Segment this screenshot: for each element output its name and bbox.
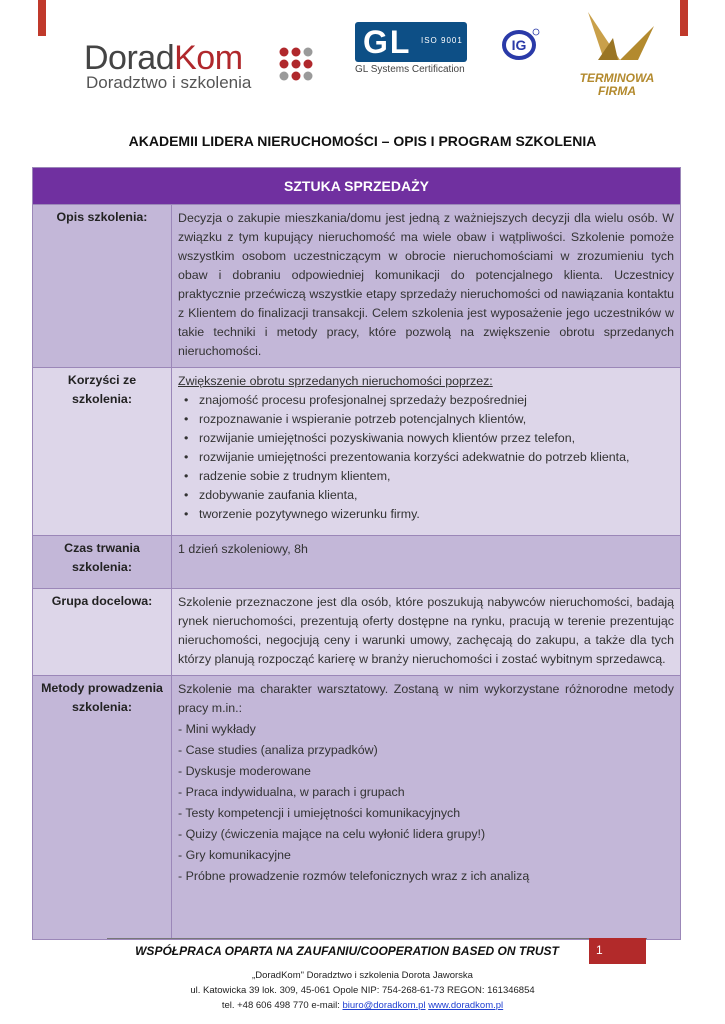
footer-address: ul. Katowicka 39 lok. 309, 45-061 Opole NIP: 754-268-61-73 REGON: 161346854: [190, 985, 535, 996]
opis-label: Opis szkolenia:: [33, 205, 172, 368]
gl-certification-logo: [355, 22, 467, 78]
table-row-grupa: [33, 589, 681, 676]
page-number: 1: [589, 938, 646, 964]
doradkom-logo: [84, 40, 324, 96]
korzysci-list: [178, 391, 674, 524]
gl-logo-iso: ISO 9001: [421, 36, 463, 45]
doradkom-logo-subtitle: Doradztwo i szkolenia: [86, 73, 252, 92]
table-header: SZTUKA SPRZEDAŻY: [33, 168, 681, 205]
table-row-czas: [33, 536, 681, 589]
table-row-opis: [33, 205, 681, 368]
doradkom-logo-wordmark: DoradKom: [84, 39, 243, 77]
list-item: - Quizy (ćwiczenia mające na celu wyłonić lidera grupy!): [178, 827, 486, 841]
list-item: - Dyskusje moderowane: [178, 764, 311, 778]
list-item: - Gry komunikacyjne: [178, 848, 291, 862]
list-item: • rozpoznawanie i wspieranie potrzeb potencjalnych klientów,: [184, 412, 527, 426]
korzysci-intro: Zwiększenie obrotu sprzedanych nieruchomości poprzez:: [178, 374, 493, 388]
program-table: [32, 167, 681, 940]
gl-logo-caption: GL Systems Certification: [355, 64, 465, 75]
list-item: • radzenie sobie z trudnym klientem,: [184, 469, 391, 483]
opis-text: Decyzja o zakupie mieszkania/domu jest jedną z ważniejszych decyzji dla wielu osób. W związku z tym kupujący nieruchomość ma wiele obaw i wątpliwości. Szkolenie pomoże wszystkim osobom uczestniczącym w obrocie nieruchomościami w zrozumieniu tych obaw i dobraniu odpowiedniej komunikacji do potencjalnego klienta. Uczestnicy praktycznie przećwiczą wszystkie etapy sprzedaży nieruchomości od nawiązania kontaktu z Klientem do finalizacji transakcji. Celem szkolenia jest wyposażenie jego uczestników w takie techniki i metody pracy, które pozwolą na zwiększenie obrotu sprzedanych nieruchomości.: [172, 205, 681, 368]
korzysci-content: [172, 368, 681, 536]
metody-label: Metody prowadzenia szkolenia:: [33, 676, 172, 940]
list-item: • tworzenie pozytywnego wizerunku firmy.: [184, 507, 420, 521]
list-item: - Próbne prowadzenie rozmów telefonicznych wraz z ich analizą: [178, 869, 530, 883]
doradkom-dots-icon: [278, 46, 322, 86]
footer-phone: tel. +48 606 498 770 e-mail:: [221, 1000, 343, 1011]
footer-divider: [107, 938, 647, 939]
ig-logo: [502, 28, 540, 60]
top-accent-bar-right: [680, 0, 688, 36]
list-item: - Mini wykłady: [178, 722, 256, 736]
terminowa-firma-text: TERMINOWA FIRMA: [579, 71, 655, 98]
ig-logo-text: IG: [511, 37, 527, 53]
document-title: AKADEMII LIDERA NIERUCHOMOŚCI – OPIS I PROGRAM SZKOLENIA: [128, 133, 597, 149]
gl-logo-letters: GL: [363, 24, 412, 60]
list-item: • rozwijanie umiejętności pozyskiwania nowych klientów przez telefon,: [184, 431, 576, 445]
list-item: • zdobywanie zaufania klienta,: [184, 488, 358, 502]
grupa-text: Szkolenie przeznaczone jest dla osób, które poszukują nabywców nieruchomości, badają rynek nieruchomości, prezentują oferty dostępne na rynku, pracują w terenie prezentując nieruchomości, negocjują ceny i warunki umowy, zachęcają do zakupu, a także dla tych którzy planują rozpocząć karierę w branży nieruchomości i zostać wybitnym sprzedawcą.: [172, 589, 681, 676]
czas-label: Czas trwania szkolenia:: [33, 536, 172, 589]
table-row-korzysci: [33, 368, 681, 536]
list-item: - Case studies (analiza przypadków): [178, 743, 378, 757]
table-row-metody: [33, 676, 681, 940]
list-item: - Praca indywidualna, w parach i grupach: [178, 785, 405, 799]
korzysci-label: Korzyści ze szkolenia:: [33, 368, 172, 536]
metody-intro: Szkolenie ma charakter warsztatowy. Zostaną w nim wykorzystane różnorodne metody pracy m.in.:: [178, 682, 674, 715]
footer-motto: WSPÓŁPRACA OPARTA NA ZAUFANIU/COOPERATION BASED ON TRUST: [135, 944, 559, 958]
table-header-row: [33, 168, 681, 205]
list-item: • znajomość procesu profesjonalnej sprzedaży bezpośredniej: [184, 393, 527, 407]
footer-email-link[interactable]: biuro@doradkom.pl: [342, 1000, 426, 1011]
footer-company: „DoradKom" Doradztwo i szkolenia Dorota Jaworska: [252, 970, 473, 981]
terminowa-firma-logo: [568, 10, 666, 102]
terminowa-firma-emblem-icon: [568, 10, 666, 72]
czas-text: 1 dzień szkoleniowy, 8h: [172, 536, 681, 589]
footer-website-link[interactable]: www.doradkom.pl: [428, 1000, 504, 1011]
list-item: - Testy kompetencji i umiejętności komunikacyjnych: [178, 806, 461, 820]
grupa-label: Grupa docelowa:: [33, 589, 172, 676]
top-accent-bar-left: [38, 0, 46, 36]
list-item: • rozwijanie umiejętności prezentowania korzyści adekwatnie do potrzeb klienta,: [184, 450, 630, 464]
footer-contact: [0, 999, 725, 1013]
metody-content: [172, 676, 681, 940]
